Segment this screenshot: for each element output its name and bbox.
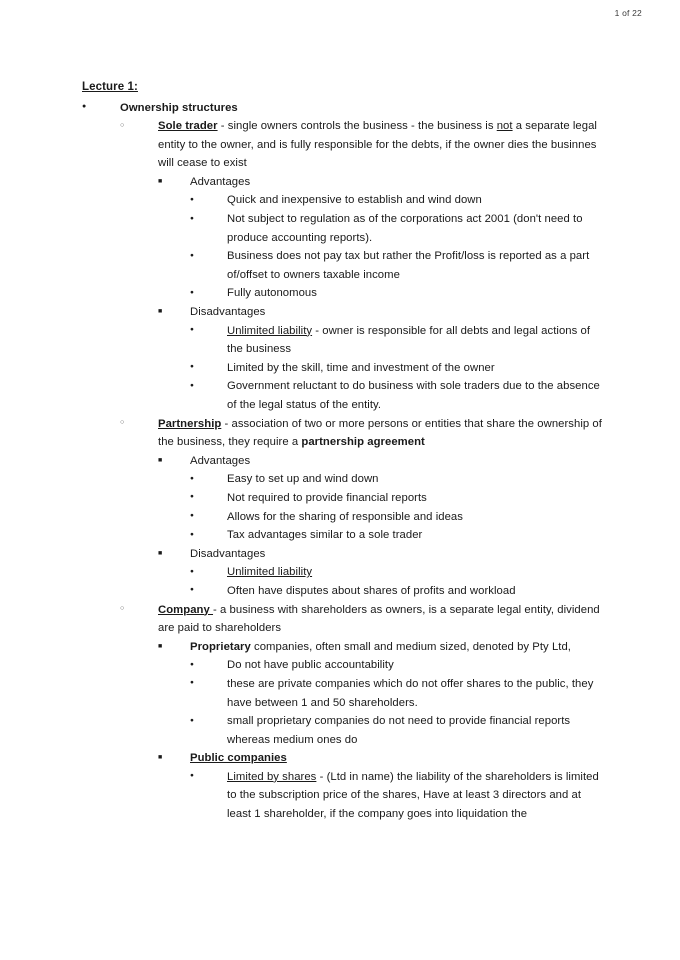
term-limited-by-shares: Limited by shares [227, 770, 317, 783]
proprietary-point-text: these are private companies which do not offer shares to the public, they have between 1 and 50 shareholders. [227, 677, 594, 709]
list-item-disadvantages [158, 545, 602, 601]
list-item [190, 322, 602, 359]
square-bullet-icon [158, 452, 172, 473]
page-number-indicator: 1 of 22 [614, 8, 642, 18]
disc-bullet-icon [190, 563, 204, 584]
sole-trader-sublist [158, 173, 602, 415]
advantage-text: Not subject to regulation as of the corporations act 2001 (don't need to produce accounting reports). [227, 213, 583, 244]
outline-level-1 [82, 99, 602, 824]
disc-bullet-icon [190, 322, 204, 343]
advantage-text: Easy to set up and wind down [227, 473, 379, 486]
sole-trader-desc-a: single owners controls the business - the business is [227, 120, 497, 133]
disc-bullet-icon [190, 526, 204, 547]
heading-ownership-structures: Ownership structures [120, 101, 238, 114]
partnership-advantages-list [190, 470, 602, 544]
company-definition [158, 601, 602, 638]
proprietary-rest: companies, often small and medium sized, denoted by Pty Ltd, [250, 640, 571, 653]
list-item [190, 247, 602, 284]
list-item [190, 508, 602, 527]
list-item [190, 712, 602, 749]
term-company: Company [158, 603, 214, 616]
list-item-advantages [158, 452, 602, 545]
emphasis-not: not [496, 120, 513, 133]
disc-bullet-icon [190, 210, 204, 231]
square-bullet-icon [158, 303, 172, 324]
disc-bullet-icon [190, 489, 204, 510]
disc-bullet-icon [190, 712, 204, 733]
proprietary-point-text: small proprietary companies do not need to provide financial reports whereas medium ones do [227, 715, 571, 746]
unlimited-liability-rest: - owner is responsible for all debts and legal actions of the business [227, 324, 591, 356]
square-bullet-icon [158, 173, 172, 194]
disadvantage-text [227, 322, 602, 359]
partnership-desc-a: - association of two or more persons or entities that share the ownership of the business, they require a [158, 417, 602, 449]
list-item-sole-trader [120, 117, 602, 415]
list-item [190, 210, 602, 247]
square-bullet-icon [158, 638, 172, 659]
advantage-text: Allows for the sharing of responsible and ideas [227, 510, 463, 523]
disc-bullet-icon [190, 377, 204, 398]
partnership-disadvantages-list [190, 563, 602, 600]
list-item-company [120, 601, 602, 824]
disc-bullet-icon [190, 284, 204, 305]
term-unlimited-liability: Unlimited liability [227, 566, 313, 579]
limited-by-shares-text [227, 768, 602, 824]
list-item [190, 582, 602, 601]
list-item [190, 377, 602, 414]
list-item [190, 470, 602, 489]
circle-bullet-icon [120, 415, 134, 436]
limited-by-shares-rest: - (Ltd in name) the liability of the shareholders is limited to the subscription price of the shares, Have at least 3 directors and at least 1 shareholder, if the company goes into liquidation the [227, 770, 599, 821]
sole-trader-advantages-list [190, 191, 602, 303]
list-item-proprietary-companies [158, 638, 602, 750]
outline-level-2 [120, 117, 602, 824]
proprietary-point-text: Do not have public accountability [227, 659, 394, 672]
list-item [190, 359, 602, 378]
partnership-definition [158, 415, 602, 452]
company-sublist [158, 638, 602, 824]
company-desc: - a business with shareholders as owners, is a separate legal entity, dividend are paid to shareholders [158, 603, 600, 635]
disc-bullet-icon [190, 582, 204, 603]
circle-bullet-icon [120, 117, 134, 138]
list-item [190, 656, 602, 675]
disadvantage-text: Government reluctant to do business with sole traders due to the absence of the legal status of the entity. [227, 380, 600, 411]
term-unlimited-liability: Unlimited liability [227, 324, 313, 337]
sole-trader-desc-b: a separate legal entity to the owner, and is fully responsible for the debts, if the owner dies the businnes will cease to exist [158, 120, 597, 170]
public-companies-list [190, 768, 602, 824]
page-title: Lecture 1: [82, 81, 138, 93]
advantage-text: Quick and inexpensive to establish and wind down [227, 194, 482, 207]
list-item-partnership [120, 415, 602, 601]
disc-bullet-icon [190, 675, 204, 696]
label-advantages: Advantages [190, 454, 251, 467]
sole-trader-disadvantages-list [190, 322, 602, 415]
label-advantages: Advantages [190, 175, 251, 188]
emphasis-partnership-agreement: partnership agreement [301, 436, 425, 449]
partnership-sublist [158, 452, 602, 601]
list-item-advantages [158, 173, 602, 303]
list-item [190, 526, 602, 545]
list-item [190, 768, 602, 824]
advantage-text: Business does not pay tax but rather the Profit/loss is reported as a part of/offset to owners taxable income [227, 250, 590, 281]
list-item-ownership-structures [82, 99, 602, 824]
list-item [190, 191, 602, 210]
disc-bullet-icon [190, 656, 204, 677]
proprietary-companies-text [190, 638, 602, 657]
term-sole-trader: Sole trader [158, 120, 218, 133]
disc-bullet-icon [190, 508, 204, 529]
label-disadvantages: Disadvantages [190, 306, 266, 319]
list-item [190, 675, 602, 712]
label-public-companies: Public companies [190, 752, 287, 765]
disc-bullet-icon [190, 359, 204, 380]
sole-trader-dash: - [217, 120, 228, 133]
disadvantage-text: Often have disputes about shares of profits and workload [227, 584, 516, 597]
square-bullet-icon [158, 545, 172, 566]
advantage-text: Tax advantages similar to a sole trader [227, 529, 423, 542]
term-partnership: Partnership [158, 417, 222, 430]
square-bullet-icon [158, 749, 172, 770]
label-disadvantages: Disadvantages [190, 547, 266, 560]
list-item [190, 284, 602, 303]
circle-bullet-icon [120, 601, 134, 622]
disc-bullet-icon [190, 470, 204, 491]
list-item-public-companies [158, 749, 602, 823]
list-item [190, 489, 602, 508]
disc-bullet-icon [190, 768, 204, 789]
advantage-text: Fully autonomous [227, 287, 317, 300]
advantage-text: Not required to provide financial reports [227, 491, 427, 504]
list-item-disadvantages [158, 303, 602, 415]
disc-bullet-icon [190, 247, 204, 268]
list-item [190, 563, 602, 582]
disadvantage-text: Limited by the skill, time and investment of the owner [227, 361, 495, 374]
proprietary-points-list [190, 656, 602, 749]
sole-trader-definition [158, 117, 602, 173]
disc-bullet-icon [82, 99, 96, 120]
disc-bullet-icon [190, 191, 204, 212]
term-proprietary: Proprietary [190, 640, 251, 653]
document-body [82, 78, 602, 824]
